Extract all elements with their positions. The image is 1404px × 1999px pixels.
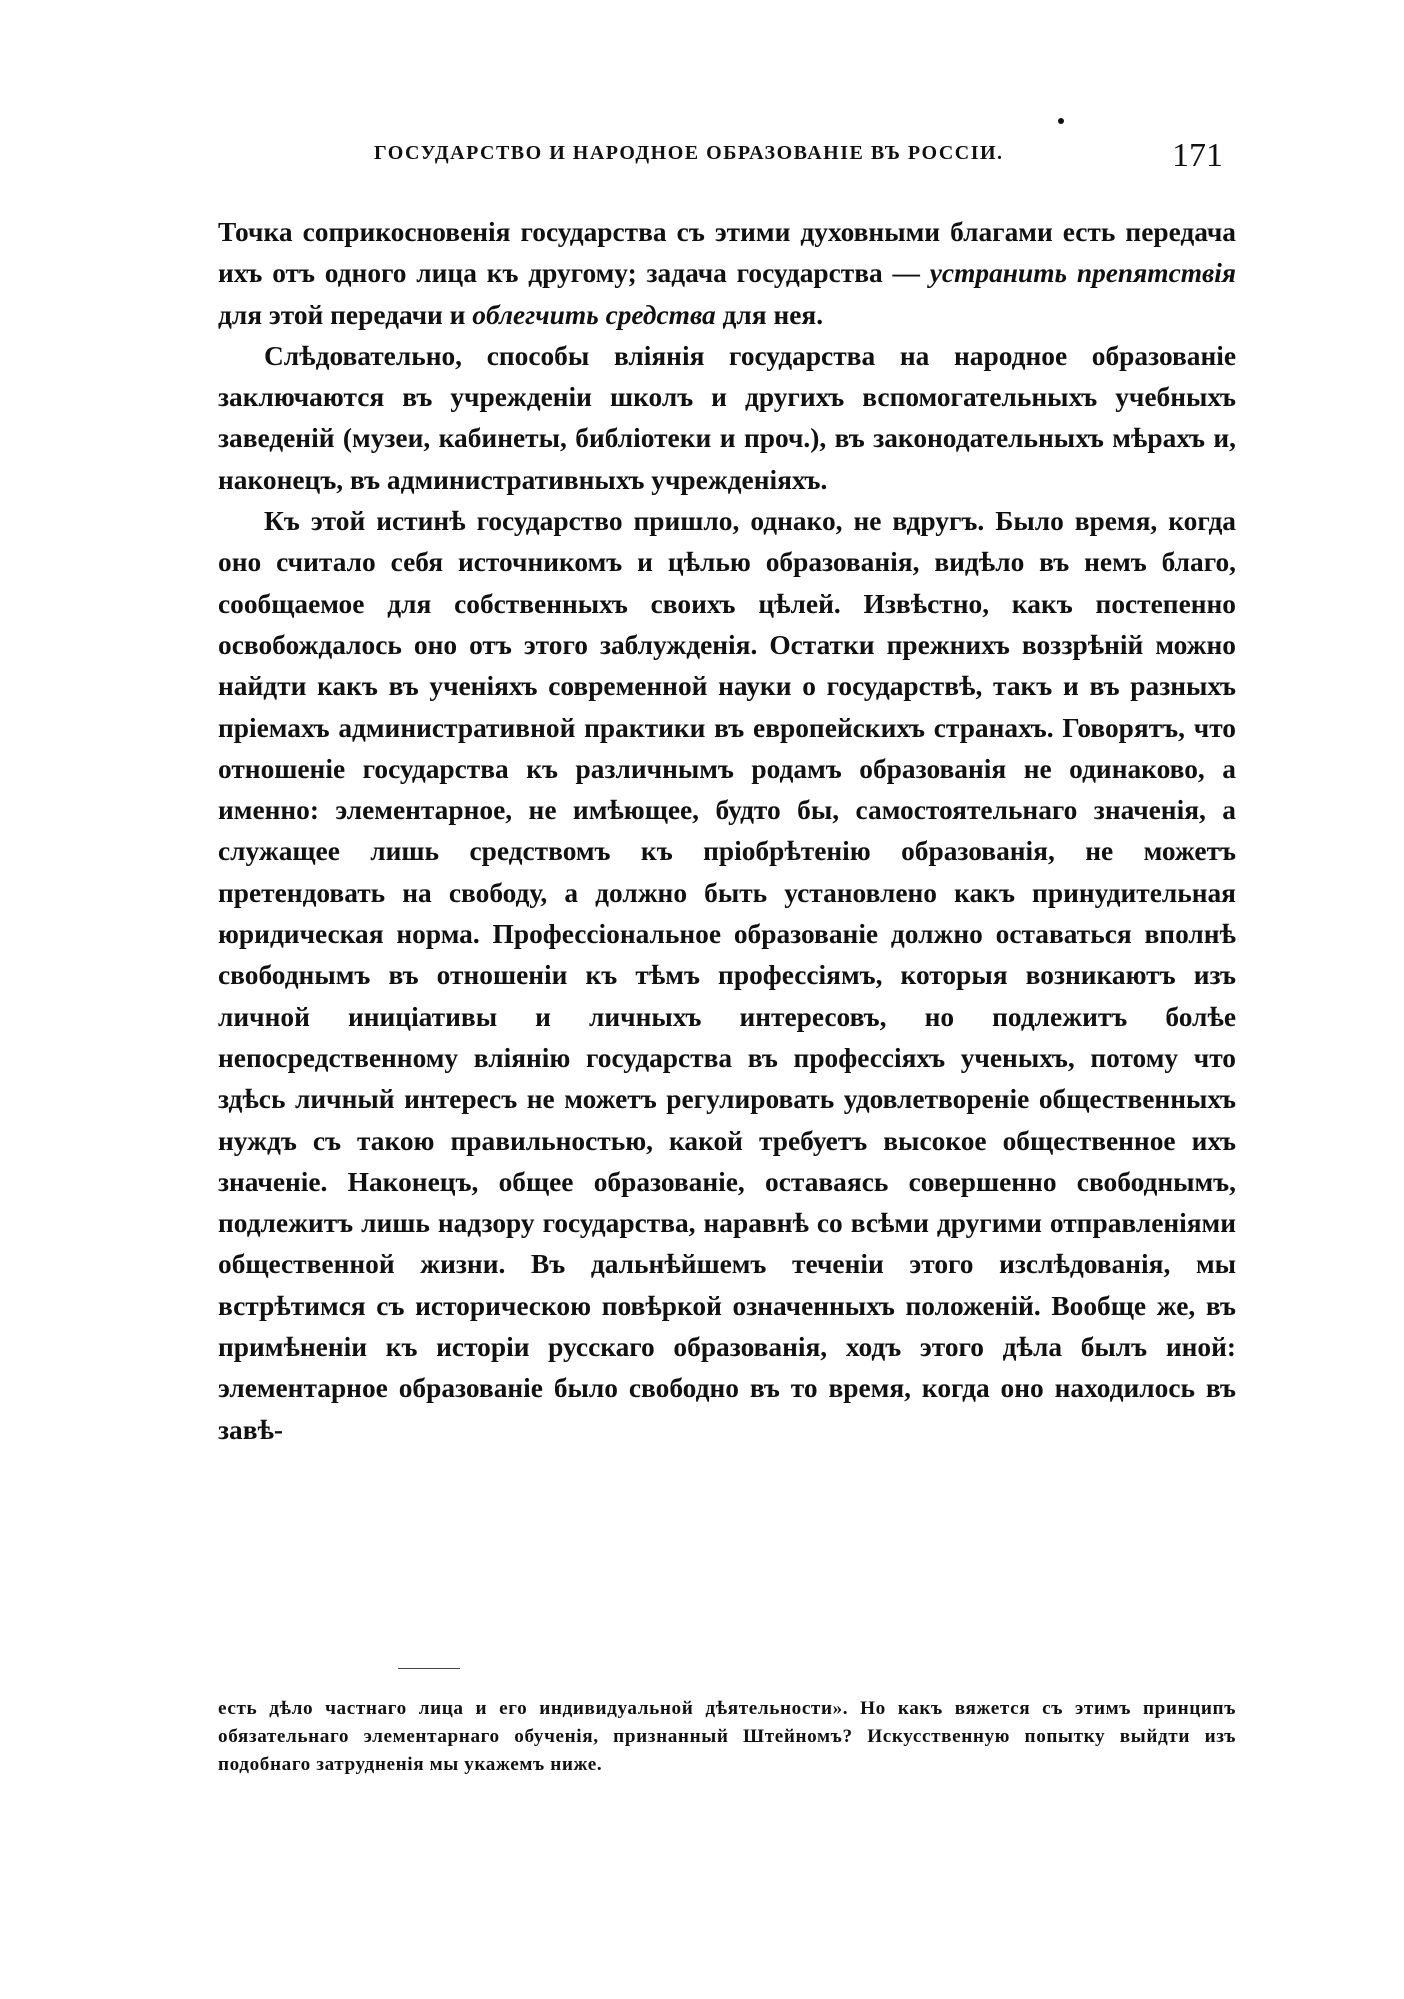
footnote-text: есть дѣло частнаго лица и его индивидуальной дѣятельности». Но какъ вяжется съ этимъ принципъ обязательнаго элементарнаго обученія, признанный Штейномъ? Искусственную попытку выйдти изъ подобнаго затрудненія мы укажемъ ниже. (218, 1698, 1236, 1775)
paragraph-3: Къ этой истинѣ государство пришло, однако, не вдругъ. Было время, когда оно считало себя источникомъ и цѣлью образованія, видѣло въ немъ благо, сообщаемое для собственныхъ своихъ цѣлей. Извѣстно, какъ постепенно освобождалось оно отъ этого заблужденія. Остатки прежнихъ воззрѣній можно найдти какъ въ ученіяхъ современной науки о государствѣ, такъ и въ разныхъ пріемахъ административной практики въ европейскихъ странахъ. Говорятъ, что отношеніе государства къ различнымъ родамъ образованія не одинаково, а именно: элементарное, не имѣющее, будто бы, самостоятельнаго значенія, а служащее лишь средствомъ къ пріобрѣтенію образованія, не можетъ претендовать на свободу, а должно быть установлено какъ принудительная юридическая норма. Профессіональное образованіе должно оставаться вполнѣ свободнымъ въ отношеніи къ тѣмъ профессіямъ, которыя возникаютъ изъ личной иниціативы и личныхъ интересовъ, но подлежитъ болѣе непосредственному вліянію государства въ профессіяхъ ученыхъ, потому что здѣсь личный интересъ не можетъ регулировать удовлетвореніе общественныхъ нуждъ съ такою правильностью, какой требуетъ высокое общественное ихъ значеніе. Наконецъ, общее образованіе, оставаясь совершенно свободнымъ, подлежитъ лишь надзору государства, наравнѣ со всѣми другими отправленіями общественной жизни. Въ дальнѣйшемъ теченіи этого изслѣдованія, мы встрѣтимся съ историческою повѣркой означенныхъ положеній. Вообще же, въ примѣненіи къ исторіи русскаго образованія, ходъ этого дѣла былъ иной: элементарное образованіе было свободно въ то время, когда оно находилось въ завѣ- (218, 506, 1236, 1445)
main-text (218, 212, 1236, 1451)
paragraph-1-emphasis-a: устранить препятствія (929, 258, 1236, 289)
page-number: 171 (1172, 137, 1223, 174)
paragraph-1 (218, 212, 1236, 336)
paragraph-1-emphasis-b: облегчить средства (472, 299, 716, 330)
footnote-rule (398, 1668, 460, 1669)
footnote (218, 1695, 1236, 1779)
stray-ink-dot (1058, 118, 1064, 124)
paragraph-1-text-c: для нея. (715, 299, 824, 330)
running-head: ГОСУДАРСТВО И НАРОДНОЕ ОБРАЗОВАНІЕ ВЪ РОССІИ. (374, 142, 1004, 164)
paragraph-1-text-b: для этой передачи и (218, 299, 473, 330)
paragraph-2: Слѣдовательно, способы вліянія государства на народное образованіе заключаются въ учрежденіи школъ и другихъ вспомогательныхъ учебныхъ заведеній (музеи, кабинеты, библіотеки и проч.), въ законодательныхъ мѣрахъ и, наконецъ, въ административныхъ учрежденіяхъ. (218, 340, 1236, 495)
paragraph-1-text-a: Точка соприкосновенія государства съ этими духовными благами есть передача ихъ отъ одного лица къ другому; задача государства — (218, 217, 1236, 289)
